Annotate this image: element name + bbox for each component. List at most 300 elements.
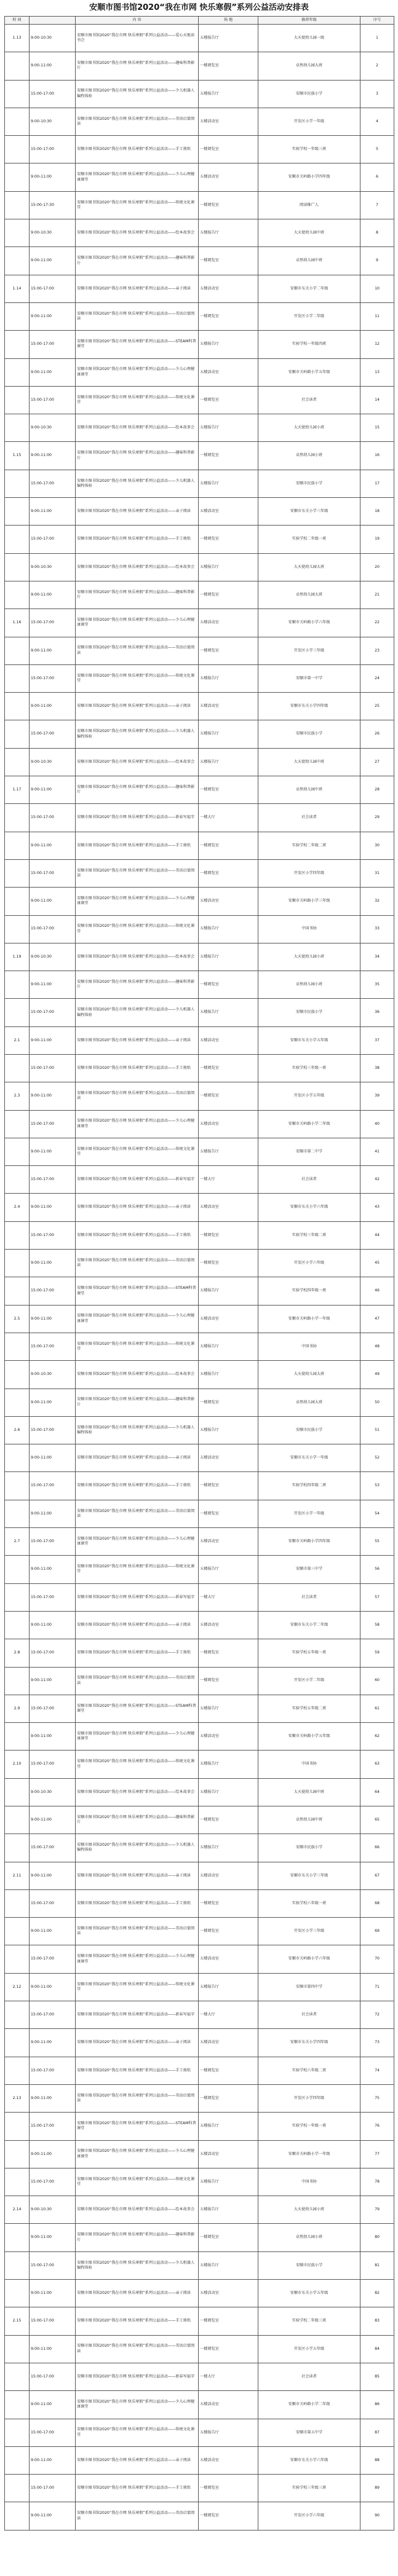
target-cell: 大天使幼儿园小班 [258,414,360,442]
date-cell: 2.9 [5,1695,30,1722]
number-cell: 14 [360,386,394,414]
venue-cell: 五楼活动室 [199,1305,258,1333]
time-cell: 9:00-11:00 [30,498,76,526]
date-cell [5,1611,30,1639]
target-cell: 实验学校二年级三班 [258,2307,360,2335]
target-cell: 开发区小学四年级 [258,2084,360,2112]
table-row [5,1138,394,1165]
venue-cell: 一楼阅览室 [199,2307,258,2335]
venue-cell: 五楼活动室 [199,108,258,135]
content-cell: 安顺市图书馆2020“我在市网 快乐寒假”系列公益活动——亲子阅读 [76,1026,199,1054]
number-cell: 46 [360,1277,394,1305]
time-cell: 9:00-10:30 [30,943,76,971]
target-cell: 实验学校五年级一班 [258,1639,360,1667]
content-cell: 安顺市图书馆2020“我在市网 快乐寒假”系列公益活动——英语启蒙阅读 [76,2084,199,2112]
number-cell: 45 [360,1250,394,1277]
time-cell: 9:00-11:00 [30,1250,76,1277]
time-cell: 15:00-17:00 [30,331,76,358]
table-row [5,1333,394,1360]
target-cell: 卓然幼儿园小班 [258,971,360,999]
content-cell: 安顺市图书馆2020“我在市网 快乐寒假”系列公益活动——新春写福字 [76,1166,199,1194]
date-cell: 2.8 [5,1639,30,1667]
content-cell: 安顺市图书馆2020“我在市网 快乐寒假”系列公益活动——手工剪纸 [76,2057,199,2084]
target-cell: 实验学校四年级一班 [258,1277,360,1305]
table-row [5,999,394,1026]
target-cell: 中国书协 [258,915,360,943]
date-cell [5,2446,30,2474]
time-cell: 15:00-17:00 [30,2057,76,2084]
venue-cell: 一楼阅览室 [199,2224,258,2251]
target-cell: 安顺市关岭路小学二年级 [258,2391,360,2419]
content-cell: 安顺市图书馆2020“我在市网 快乐寒假”系列公益活动——趣味科普影片 [76,2224,199,2251]
table-row [5,1026,394,1054]
venue-cell: 五楼报告厅 [199,25,258,52]
target-cell: 实验学校三年级一班 [258,1054,360,1082]
date-cell [5,2502,30,2530]
content-cell: 安顺市图书馆2020“我在市网 快乐寒假”系列公益活动——绘本故事会 [76,748,199,776]
date-cell [5,2224,30,2251]
time-cell: 9:00-11:00 [30,302,76,330]
time-cell: 9:00-11:00 [30,971,76,999]
venue-cell: 一楼阅览室 [199,191,258,219]
date-cell [5,1221,30,1249]
date-cell [5,1834,30,1862]
number-cell: 56 [360,1556,394,1583]
date-cell: 2.11 [5,1862,30,1889]
number-cell: 15 [360,414,394,442]
date-cell [5,748,30,776]
number-cell: 41 [360,1138,394,1165]
table-row [5,219,394,247]
time-cell: 9:00-11:00 [30,1918,76,1945]
content-cell: 安顺市图书馆2020“我在市网 快乐寒假”系列公益活动——绘本故事会 [76,553,199,581]
time-cell: 15:00-17:00 [30,1166,76,1194]
table-row [5,776,394,804]
time-cell: 15:00-17:00 [30,720,76,748]
date-cell [5,553,30,581]
date-cell [5,1361,30,1388]
target-cell: 安顺市东关小学六年级 [258,2446,360,2474]
target-cell: 开发区小学一年级 [258,1500,360,1527]
target-cell: 卓然幼儿园小班 [258,2224,360,2251]
table-row [5,971,394,999]
venue-cell: 一楼阅览室 [199,1054,258,1082]
content-cell: 安顺市图书馆2020“我在市网 快乐寒假”系列公益活动——少儿机器人编程体验 [76,470,199,497]
number-cell: 50 [360,1388,394,1416]
target-cell: 卓然幼儿园大班 [258,1388,360,1416]
content-cell: 安顺市图书馆2020“我在市网 快乐寒假”系列公益活动——少儿心理健康课堂 [76,609,199,637]
date-cell [5,2280,30,2307]
time-cell: 9:00-11:00 [30,1862,76,1889]
time-cell: 9:00-11:00 [30,2502,76,2530]
venue-cell: 五楼报告厅 [199,1973,258,2001]
content-cell: 安顺市图书馆2020“我在市网 快乐寒假”系列公益活动——趣味科普影片 [76,581,199,609]
time-cell: 9:00-11:00 [30,2391,76,2419]
venue-cell: 五楼报告厅 [199,1778,258,1806]
venue-cell: 五楼活动室 [199,609,258,637]
number-cell: 27 [360,748,394,776]
content-cell: 安顺市图书馆2020“我在市网 快乐寒假”系列公益活动——少儿心理健康课堂 [76,1110,199,1138]
col-header-target: 推荐年级 [258,17,360,25]
table-row [5,2280,394,2307]
date-cell [5,1472,30,1500]
date-cell [5,498,30,526]
table-row [5,581,394,609]
col-header-date: 时 间 [5,17,30,25]
content-cell: 安顺市图书馆2020“我在市网 快乐寒假”系列公益活动——英语启蒙阅读 [76,637,199,664]
table-row [5,1889,394,1917]
table-row [5,943,394,971]
time-cell: 9:00-10:30 [30,1361,76,1388]
date-cell [5,1806,30,1834]
venue-cell: 五楼报告厅 [199,1834,258,1862]
target-cell: 大天使幼儿园一级 [258,25,360,52]
date-cell [5,888,30,915]
time-cell: 9:00-11:00 [30,2029,76,2057]
time-cell: 15:00-17:00 [30,2251,76,2279]
target-cell: 开发区小学五年级 [258,2335,360,2363]
number-cell: 43 [360,1194,394,1221]
table-row [5,275,394,302]
number-cell: 4 [360,108,394,135]
table-row [5,720,394,748]
venue-cell: 一楼大厅 [199,2363,258,2390]
time-cell: 9:00-11:00 [30,442,76,470]
number-cell: 40 [360,1110,394,1138]
content-cell: 安顺市图书馆2020“我在市网 快乐寒假”系列公益活动——少儿机器人编程体验 [76,80,199,108]
venue-cell: 五楼报告厅 [199,553,258,581]
content-cell: 安顺市图书馆2020“我在市网 快乐寒假”系列公益活动——少儿心理健康课堂 [76,163,199,191]
table-row [5,136,394,163]
time-cell: 9:00-11:00 [30,637,76,664]
venue-cell: 五楼活动室 [199,1110,258,1138]
target-cell: 开发区小学三年级 [258,1918,360,1945]
content-cell: 安顺市图书馆2020“我在市网 快乐寒假”系列公益活动——亲子阅读 [76,2029,199,2057]
venue-cell: 五楼报告厅 [199,943,258,971]
target-cell: 安顺市东关小学二年级 [258,275,360,302]
time-cell: 9:00-11:00 [30,776,76,804]
content-cell: 安顺市图书馆2020“我在市网 快乐寒假”系列公益活动——少儿心理健康课堂 [76,1723,199,1751]
number-cell: 33 [360,915,394,943]
table-row [5,1611,394,1639]
number-cell: 87 [360,2419,394,2446]
content-cell: 安顺市图书馆2020“我在市网 快乐寒假”系列公益活动——少儿心理健康课堂 [76,1305,199,1333]
number-cell: 68 [360,1889,394,1917]
venue-cell: 五楼报告厅 [199,999,258,1026]
target-cell: 实验学校四年级二班 [258,1472,360,1500]
target-cell: 开发区小学四年级 [258,859,360,887]
target-cell: 开发区小学二年级 [258,1667,360,1695]
target-cell: 安顺市关岭路小学一年级 [258,2140,360,2168]
number-cell: 90 [360,2502,394,2530]
table-row [5,1416,394,1444]
content-cell: 安顺市图书馆2020“我在市网 快乐寒假”系列公益活动——趣味科普影片 [76,1388,199,1416]
time-cell: 15:00-17:00 [30,2419,76,2446]
table-row [5,1166,394,1194]
target-cell: 大天使幼儿园中班 [258,219,360,247]
number-cell: 48 [360,1333,394,1360]
table-row [5,2168,394,2196]
time-cell: 9:00-11:00 [30,247,76,275]
table-row [5,1862,394,1889]
number-cell: 28 [360,776,394,804]
venue-cell: 一楼阅览室 [199,1889,258,1917]
venue-cell: 一楼阅览室 [199,859,258,887]
table-row [5,2251,394,2279]
content-cell: 安顺市图书馆2020“我在市网 快乐寒假”系列公益活动——传统文化课堂 [76,1333,199,1360]
venue-cell: 五楼活动室 [199,1723,258,1751]
number-cell: 8 [360,219,394,247]
number-cell: 57 [360,1583,394,1611]
target-cell: 安顺市第一中学 [258,664,360,692]
table-row [5,1528,394,1556]
venue-cell: 五楼报告厅 [199,915,258,943]
target-cell: 安顺市关岭路小学四年级 [258,1528,360,1556]
table-row [5,2029,394,2057]
number-cell: 23 [360,637,394,664]
venue-cell: 五楼报告厅 [199,1333,258,1360]
date-cell [5,1250,30,1277]
time-cell: 9:00-11:00 [30,1500,76,1527]
table-row [5,2419,394,2446]
date-cell [5,2113,30,2140]
target-cell: 安顺市民族小学 [258,1416,360,1444]
number-cell: 74 [360,2057,394,2084]
table-row [5,1110,394,1138]
number-cell: 77 [360,2140,394,2168]
number-cell: 3 [360,80,394,108]
time-cell: 15:00-17:00 [30,470,76,497]
date-cell [5,720,30,748]
content-cell: 安顺市图书馆2020“我在市网 快乐寒假”系列公益活动——少儿心理健康课堂 [76,888,199,915]
table-row [5,1639,394,1667]
time-cell: 15:00-17:00 [30,915,76,943]
target-cell: 安顺市关岭路小学五年级 [258,1723,360,1751]
date-cell [5,1138,30,1165]
table-row [5,52,394,80]
date-cell [5,1333,30,1360]
date-cell [5,136,30,163]
content-cell: 安顺市图书馆2020“我在市网 快乐寒假”系列公益活动——手工剪纸 [76,1889,199,1917]
number-cell: 22 [360,609,394,637]
time-cell: 15:00-17:00 [30,1639,76,1667]
venue-cell: 五楼报告厅 [199,1277,258,1305]
content-cell: 安顺市图书馆2020“我在市网 快乐寒假”系列公益活动——英语启蒙阅读 [76,1250,199,1277]
table-row [5,2140,394,2168]
target-cell: 阅读推广人 [258,191,360,219]
content-cell: 安顺市图书馆2020“我在市网 快乐寒假”系列公益活动——传统文化课堂 [76,2419,199,2446]
time-cell: 15:00-17:00 [30,664,76,692]
date-cell: 1.17 [5,776,30,804]
target-cell: 大天使幼儿园大班 [258,1361,360,1388]
content-cell: 安顺市图书馆2020“我在市网 快乐寒假”系列公益活动——亲子阅读 [76,1611,199,1639]
time-cell: 15:00-17:00 [30,2307,76,2335]
target-cell: 大天使幼儿园大班 [258,553,360,581]
venue-cell: 一楼阅览室 [199,2084,258,2112]
table-row [5,2391,394,2419]
target-cell: 卓然幼儿园中班 [258,1806,360,1834]
time-cell: 15:00-17:00 [30,386,76,414]
venue-cell: 五楼报告厅 [199,2168,258,2196]
content-cell: 安顺市图书馆2020“我在市网 快乐寒假”系列公益活动——STEAM科普课堂 [76,331,199,358]
table-row [5,498,394,526]
content-cell: 安顺市图书馆2020“我在市网 快乐寒假”系列公益活动——趣味科普影片 [76,442,199,470]
content-cell: 安顺市图书馆2020“我在市网 快乐寒假”系列公益活动——传统文化课堂 [76,1138,199,1165]
time-cell: 15:00-17:00 [30,1695,76,1722]
date-cell [5,247,30,275]
date-cell [5,52,30,80]
table-row [5,2196,394,2224]
date-cell: 2.12 [5,1973,30,2001]
date-cell: 2.14 [5,2196,30,2224]
number-cell: 42 [360,1166,394,1194]
date-cell: 2.15 [5,2307,30,2335]
content-cell: 安顺市图书馆2020“我在市网 快乐寒假”系列公益活动——传统文化课堂 [76,915,199,943]
venue-cell: 五楼活动室 [199,2446,258,2474]
date-cell [5,581,30,609]
venue-cell: 五楼活动室 [199,1945,258,1973]
number-cell: 38 [360,1054,394,1082]
date-cell [5,1945,30,1973]
number-cell: 55 [360,1528,394,1556]
time-cell: 9:00-11:00 [30,1194,76,1221]
time-cell: 9:00-11:00 [30,581,76,609]
venue-cell: 五楼报告厅 [199,2251,258,2279]
table-row [5,1945,394,1973]
venue-cell: 一楼阅览室 [199,1082,258,1110]
venue-cell: 一楼大厅 [199,1583,258,1611]
target-cell: 安顺市民族小学 [258,1834,360,1862]
number-cell: 20 [360,553,394,581]
number-cell: 65 [360,1806,394,1834]
date-cell [5,1889,30,1917]
time-cell: 9:00-11:00 [30,358,76,386]
time-cell: 15:00-17:00 [30,1751,76,1778]
number-cell: 81 [360,2251,394,2279]
time-cell: 15:00-17:00 [30,1054,76,1082]
table-row [5,1778,394,1806]
number-cell: 52 [360,1444,394,1472]
target-cell: 安顺市东关小学二年级 [258,1611,360,1639]
table-row [5,2307,394,2335]
venue-cell: 一楼大厅 [199,804,258,832]
time-cell: 9:00-11:00 [30,1082,76,1110]
time-cell: 9:00-10:30 [30,2196,76,2224]
time-cell: 15:00-17:00 [30,2113,76,2140]
number-cell: 89 [360,2475,394,2502]
venue-cell: 一楼阅览室 [199,2335,258,2363]
venue-cell: 五楼报告厅 [199,2113,258,2140]
time-cell: 9:00-11:00 [30,1973,76,2001]
table-row [5,1444,394,1472]
number-cell: 53 [360,1472,394,1500]
schedule-table [4,16,394,2531]
date-cell [5,163,30,191]
table-row [5,1361,394,1388]
date-cell [5,2363,30,2390]
time-cell: 9:00-11:00 [30,693,76,720]
content-cell: 安顺市图书馆2020“我在市网 快乐寒假”系列公益活动——亲子阅读 [76,1194,199,1221]
time-cell: 9:00-11:00 [30,2446,76,2474]
time-cell: 9:00-10:30 [30,219,76,247]
content-cell: 安顺市图书馆2020“我在市网 快乐寒假”系列公益活动——STEAM科普课堂 [76,1695,199,1722]
time-cell: 9:00-11:00 [30,1723,76,1751]
time-cell: 9:00-11:00 [30,1026,76,1054]
date-cell [5,1778,30,1806]
content-cell: 安顺市图书馆2020“我在市网 快乐寒假”系列公益活动——传统文化课堂 [76,1973,199,2001]
venue-cell: 五楼活动室 [199,1528,258,1556]
table-row [5,1806,394,1834]
venue-cell: 五楼活动室 [199,275,258,302]
venue-cell: 一楼阅览室 [199,1472,258,1500]
table-row [5,1834,394,1862]
content-cell: 安顺市图书馆2020“我在市网 快乐寒假”系列公益活动——手工剪纸 [76,1472,199,1500]
date-cell: 2.10 [5,1751,30,1778]
number-cell: 83 [360,2307,394,2335]
table-row [5,1250,394,1277]
col-header-number: 序号 [360,17,394,25]
target-cell: 安顺市民族小学 [258,2251,360,2279]
time-cell: 9:00-11:00 [30,1611,76,1639]
table-row [5,888,394,915]
content-cell: 安顺市图书馆2020“我在市网 快乐寒假”系列公益活动——少儿机器人编程体验 [76,1834,199,1862]
table-row [5,191,394,219]
venue-cell: 五楼报告厅 [199,1751,258,1778]
table-row [5,358,394,386]
venue-cell: 一楼阅览室 [199,637,258,664]
table-row [5,386,394,414]
date-cell [5,1277,30,1305]
date-cell [5,1723,30,1751]
target-cell: 实验学校一年级四班 [258,331,360,358]
target-cell: 安顺市东关小学五年级 [258,1026,360,1054]
table-row [5,1277,394,1305]
venue-cell: 一楼阅览室 [199,581,258,609]
time-cell: 9:00-10:30 [30,414,76,442]
number-cell: 7 [360,191,394,219]
number-cell: 18 [360,498,394,526]
time-cell: 9:00-10:30 [30,1778,76,1806]
time-cell: 15:00-17:00 [30,1945,76,1973]
content-cell: 安顺市图书馆2020“我在市网 快乐寒假”系列公益活动——少儿机器人编程体验 [76,1416,199,1444]
venue-cell: 五楼报告厅 [199,720,258,748]
time-cell: 15:00-17:00 [30,80,76,108]
time-cell: 15:00-17:00 [30,804,76,832]
number-cell: 13 [360,358,394,386]
time-cell: 15:00-17:00 [30,2168,76,2196]
venue-cell: 五楼活动室 [199,693,258,720]
table-row [5,832,394,859]
date-cell: 2.5 [5,1305,30,1333]
venue-cell: 五楼活动室 [199,163,258,191]
venue-cell: 一楼阅览室 [199,1500,258,1527]
date-cell [5,804,30,832]
venue-cell: 五楼活动室 [199,2280,258,2307]
venue-cell: 五楼报告厅 [199,414,258,442]
target-cell: 大天使幼儿园中班 [258,1778,360,1806]
target-cell: 卓然幼儿园中班 [258,776,360,804]
content-cell: 安顺市图书馆2020“我在市网 快乐寒假”系列公益活动——英语启蒙阅读 [76,1667,199,1695]
time-cell: 9:00-11:00 [30,832,76,859]
target-cell: 安顺市民族小学 [258,720,360,748]
target-cell: 安顺市东关小学四年级 [258,2029,360,2057]
venue-cell: 五楼报告厅 [199,1416,258,1444]
number-cell: 79 [360,2196,394,2224]
content-cell: 安顺市图书馆2020“我在市网 快乐寒假”系列公益活动——英语启蒙阅读 [76,1500,199,1527]
number-cell: 2 [360,52,394,80]
table-row [5,1082,394,1110]
date-cell: 1.14 [5,275,30,302]
